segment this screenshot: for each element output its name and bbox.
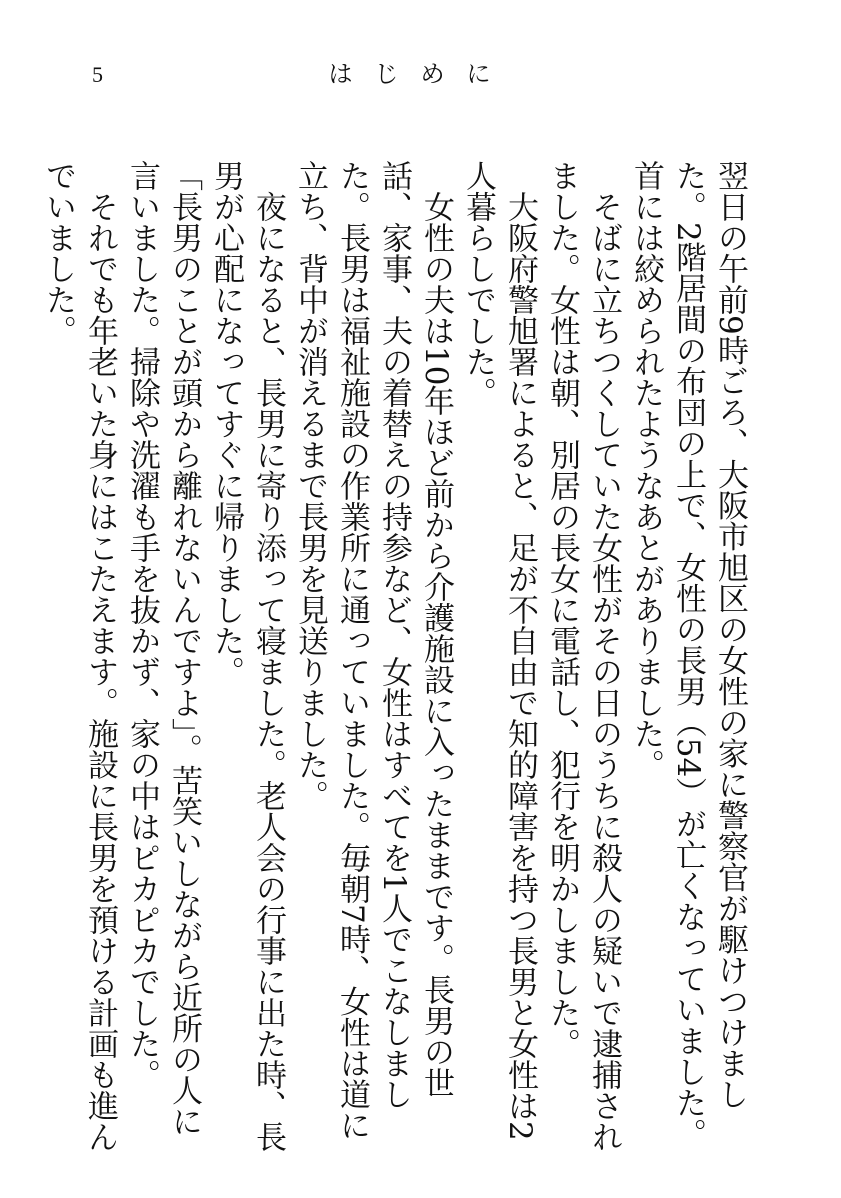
paragraph-3: 大阪府警旭署によると、足が不自由で知的障害を持つ長男と女性は2人暮らしでした。 <box>460 160 538 1141</box>
paragraph-5: 夜になると、長男に寄り添って寝ました。老人会の行事に出た時、長男が心配になってすぐに帰りました。 <box>208 160 286 1152</box>
running-head: はじめに <box>328 60 513 88</box>
paragraph-1: 翌日の午前9時ごろ、大阪市旭区の女性の家に警察官が駆けつけました。2階居間の布団の上で、女性の長男（54）が亡くなっていました。首には絞められたようなあとがありました。 <box>628 160 748 1150</box>
body-text <box>40 160 751 1160</box>
paragraph-7: それでも年老いた身にはこたえます。施設に長男を預ける計画も進んでいました。 <box>40 160 118 1152</box>
paragraph-2: そばに立ちつくしていた女性がその日のうちに殺人の疑いで逮捕されました。女性は朝、別居の長女に電話し、犯行を明かしました。 <box>544 160 622 1152</box>
paragraph-4: 女性の夫は10年ほど前から介護施設に入ったままです。長男の世話、家事、夫の着替えの持参など、女性はすべてを1人でこなしました。長男は福祉施設の作業所に通っていました。毎朝7時、女性は道に立ち、背中が消えるまで長男を見送りました。 <box>292 160 454 1141</box>
paragraph-6: 「長男のことが頭から離れないんですよ」。苦笑いしながら近所の人に言いました。掃除や洗濯も手を抜かず、家の中はピカピカでした。 <box>124 160 202 1137</box>
page-number: 5 <box>92 62 103 87</box>
